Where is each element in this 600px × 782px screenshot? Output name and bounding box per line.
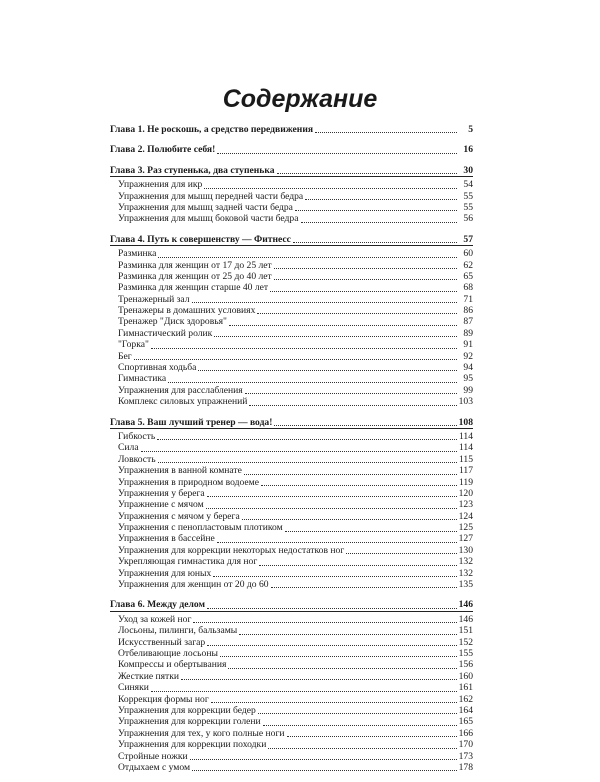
section-entry-page-number: 114 (458, 430, 473, 442)
dot-leader (204, 188, 457, 189)
section-entry-page-number: 123 (458, 499, 473, 511)
section-entry-page-number: 162 (458, 693, 473, 705)
section-entry-page-number: 60 (463, 248, 473, 260)
dot-leader (193, 622, 456, 623)
section-entry-title: Разминка для женщин от 17 до 25 лет (118, 259, 272, 271)
section-entry-page-number: 91 (463, 339, 473, 351)
dot-leader (258, 713, 457, 714)
section-entry-title: Разминка (118, 248, 157, 260)
section-entry-page-number: 132 (458, 567, 473, 579)
section-entry[interactable] (110, 316, 473, 327)
section-entry-page-number: 92 (463, 350, 473, 362)
dot-leader (305, 199, 457, 200)
section-entry-title: Ловкость (118, 453, 156, 465)
section-entry-title: Гибкость (118, 430, 156, 442)
section-entry-page-number: 135 (458, 579, 473, 591)
dot-leader (181, 679, 457, 680)
chapter-entry[interactable] (110, 234, 473, 245)
section-entry-title: Упражнения с пенопластовым плотиком (118, 522, 283, 534)
section-entry[interactable] (110, 659, 473, 670)
section-entry[interactable] (110, 762, 473, 773)
section-entry[interactable] (110, 385, 473, 396)
section-entry[interactable] (110, 328, 473, 339)
dot-leader (141, 451, 457, 452)
section-entry[interactable] (110, 694, 473, 705)
dot-leader (214, 336, 457, 337)
dot-leader (295, 210, 457, 211)
section-entry[interactable] (110, 454, 473, 465)
table-of-contents (110, 124, 473, 782)
dot-leader (239, 634, 456, 635)
section-entry-page-number: 151 (458, 625, 473, 637)
dot-leader (274, 279, 457, 280)
section-entry-title: Гимнастический ролик (118, 327, 213, 339)
section-entry-title: Коррекция формы ног (118, 693, 209, 705)
section-entry[interactable] (110, 751, 473, 762)
chapter-entry-title: Глава 4. Путь к совершенству — Фитнесс (110, 233, 291, 245)
chapter-entry-title: Глава 5. Ваш лучший тренер — вода! (110, 416, 273, 428)
section-entry[interactable] (110, 282, 473, 293)
section-entry-title: "Горка" (118, 339, 149, 351)
section-entry-page-number: 117 (458, 465, 473, 477)
section-entry-page-number: 160 (458, 670, 473, 682)
dot-leader (151, 348, 457, 349)
section-entry-title: Компрессы и обертывания (118, 659, 227, 671)
section-entry-title: Гимнастика (118, 373, 167, 385)
chapter-underline (110, 245, 473, 246)
dot-leader (261, 485, 457, 486)
section-entry-title: Упражнения для мышц передней части бедра (118, 190, 304, 202)
section-entry[interactable] (110, 499, 473, 510)
section-entry[interactable] (110, 534, 473, 545)
dot-leader (249, 405, 456, 406)
section-entry-title: Укрепляющая гимнастика для ног (118, 556, 258, 568)
dot-leader (301, 222, 458, 223)
dot-leader (270, 291, 457, 292)
dot-leader (274, 268, 457, 269)
section-entry[interactable] (110, 248, 473, 259)
section-entry-title: Упражнения для женщин от 20 до 60 (118, 579, 269, 591)
dot-leader (190, 759, 457, 760)
dot-leader (293, 242, 457, 243)
dot-leader (274, 425, 456, 426)
dot-leader (206, 508, 457, 509)
section-entry-page-number: 173 (458, 750, 473, 762)
section-entry-page-number: 62 (463, 259, 473, 271)
chapter-underline (110, 428, 473, 429)
section-entry-page-number: 125 (458, 522, 473, 534)
chapter-section (110, 599, 473, 773)
section-entry-page-number: 152 (458, 636, 473, 648)
section-entry-title: Упражнения для тех, у кого полные ноги (118, 727, 285, 739)
chapter-entry[interactable] (110, 124, 473, 135)
dot-leader (285, 531, 457, 532)
dot-leader (151, 691, 457, 692)
chapter-entry[interactable] (110, 165, 473, 176)
chapter-section (110, 124, 473, 135)
dot-leader (346, 553, 456, 554)
section-entry-title: Упражнения в ванной комнате (118, 465, 242, 477)
chapter-underline (110, 611, 473, 612)
section-entry[interactable] (110, 614, 473, 625)
chapter-section (110, 234, 473, 408)
section-entry[interactable] (110, 294, 473, 305)
dot-leader (268, 748, 456, 749)
dot-leader (207, 645, 456, 646)
section-entry-page-number: 86 (463, 305, 473, 317)
section-entry[interactable] (110, 705, 473, 716)
section-entry-title: Упражнения в бассейне (118, 533, 215, 545)
section-entry-title: Стройные ножки (118, 750, 188, 762)
section-entry-title: Упражнения для коррекции походки (118, 739, 267, 751)
section-entry-page-number: 164 (458, 704, 473, 716)
section-entry[interactable] (110, 260, 473, 271)
chapter-entry[interactable] (110, 417, 473, 428)
section-entry-page-number: 89 (463, 327, 473, 339)
section-entry-page-number: 71 (463, 293, 473, 305)
chapter-entry[interactable] (110, 599, 473, 610)
chapter-entry-page-number: 146 (458, 599, 473, 611)
section-entry[interactable] (110, 477, 473, 488)
section-entry[interactable] (110, 739, 473, 750)
section-entry-title: Упражнения для юных (118, 567, 212, 579)
section-entry-page-number: 127 (458, 533, 473, 545)
section-entry[interactable] (110, 373, 473, 384)
section-entry-page-number: 103 (458, 396, 473, 408)
section-entry-title: Тренажеры в домашних условиях (118, 305, 256, 317)
section-entry[interactable] (110, 396, 473, 407)
section-entry-title: Тренажер "Диск здоровья" (118, 316, 227, 328)
dot-leader (229, 325, 457, 326)
chapter-entry-title: Глава 6. Между делом (110, 599, 206, 611)
dot-leader (134, 359, 457, 360)
dot-leader (207, 496, 457, 497)
section-entry-title: Лосьоны, пилинги, бальзамы (118, 625, 238, 637)
dot-leader (242, 519, 457, 520)
section-entry-title: Разминка для женщин старше 40 лет (118, 282, 269, 294)
dot-leader (220, 656, 457, 657)
dot-leader (257, 313, 457, 314)
section-entry-page-number: 94 (463, 362, 473, 374)
section-entry-page-number: 65 (463, 270, 473, 282)
section-entry[interactable] (110, 305, 473, 316)
section-entry-page-number: 178 (458, 761, 473, 773)
section-entry-page-number: 114 (458, 442, 473, 454)
section-entry[interactable] (110, 728, 473, 739)
section-entry[interactable] (110, 442, 473, 453)
section-entry-page-number: 87 (463, 316, 473, 328)
section-entry-title: Уход за кожей ног (118, 613, 192, 625)
section-entry[interactable] (110, 671, 473, 682)
section-entry[interactable] (110, 682, 473, 693)
section-entry-title: Упражнения с мячом у берега (118, 510, 240, 522)
section-entry-title: Отдыхаем с умом (118, 761, 191, 773)
dot-leader (158, 257, 457, 258)
section-entry[interactable] (110, 271, 473, 282)
dot-leader (263, 725, 457, 726)
chapter-entry-title: Глава 3. Раз ступенька, два ступенька (110, 164, 275, 176)
section-entry-title: Комплекс силовых упражнений (118, 396, 248, 408)
section-entry-page-number: 95 (463, 373, 473, 385)
section-entry-page-number: 166 (458, 727, 473, 739)
dot-leader (157, 439, 457, 440)
chapter-section (110, 417, 473, 591)
dot-leader (192, 302, 457, 303)
dot-leader (217, 153, 457, 154)
section-entry[interactable] (110, 179, 473, 190)
chapter-entry-page-number: 108 (458, 416, 473, 428)
section-entry[interactable] (110, 648, 473, 659)
dot-leader (158, 462, 457, 463)
section-entry-title: Синяки (118, 682, 149, 694)
section-entry[interactable] (110, 545, 473, 556)
dot-leader (217, 542, 457, 543)
section-entry[interactable] (110, 351, 473, 362)
dot-leader (198, 370, 457, 371)
chapter-entry-title: Глава 1. Не роскошь, а средство передвижения (110, 123, 314, 135)
dot-leader (213, 576, 456, 577)
dot-leader (207, 608, 457, 609)
section-entry[interactable] (110, 202, 473, 213)
dot-leader (271, 587, 457, 588)
section-entry-title: Упражнения для расслабления (118, 384, 243, 396)
section-entry-title: Отбеливающие лосьоны (118, 648, 218, 659)
section-entry-title: Сила (118, 442, 139, 454)
section-entry-page-number: 130 (458, 544, 473, 556)
section-entry-title: Упражнения для коррекции некоторых недостатков ног (118, 544, 345, 556)
section-entry-title: Упражнения для мышц задней части бедра (118, 201, 293, 213)
section-entry-title: Тренажерный зал (118, 293, 190, 305)
dot-leader (168, 382, 457, 383)
section-entry[interactable] (110, 213, 473, 224)
section-entry[interactable] (110, 637, 473, 648)
section-entry-page-number: 165 (458, 716, 473, 728)
section-entry-title: Бег (118, 350, 132, 362)
dot-leader (259, 565, 456, 566)
section-entry-page-number: 132 (458, 556, 473, 568)
section-entry-page-number: 155 (458, 648, 473, 659)
section-entry-page-number: 99 (463, 384, 473, 396)
dot-leader (228, 668, 456, 669)
section-entry[interactable] (110, 191, 473, 202)
dot-leader (245, 393, 457, 394)
section-entry[interactable] (110, 625, 473, 636)
chapter-entry-page-number: 5 (468, 123, 473, 135)
section-entry-title: Упражнения для икр (118, 179, 203, 191)
chapter-entry-title: Глава 2. Полюбите себя! (110, 144, 216, 156)
section-entry-title: Упражнение с мячом (118, 499, 204, 511)
section-entry-title: Разминка для женщин от 25 до 40 лет (118, 270, 272, 282)
chapter-underline (110, 176, 473, 177)
section-entry-title: Упражнения для коррекции бедер (118, 704, 256, 716)
section-entry[interactable] (110, 568, 473, 579)
section-entry-page-number: 161 (458, 682, 473, 694)
section-entry-title: Жесткие пятки (118, 670, 180, 682)
section-entry-page-number: 55 (463, 190, 473, 202)
chapter-entry[interactable] (110, 144, 473, 155)
section-entry-page-number: 55 (463, 201, 473, 213)
section-entry-page-number: 54 (463, 179, 473, 191)
section-entry-page-number: 146 (458, 613, 473, 625)
section-entry-page-number: 115 (458, 453, 473, 465)
chapter-entry-page-number: 30 (463, 164, 473, 176)
section-entry-page-number: 56 (463, 213, 473, 225)
section-entry[interactable] (110, 488, 473, 499)
section-entry-page-number: 156 (458, 659, 473, 671)
section-entry[interactable] (110, 511, 473, 522)
section-entry-title: Искусственный загар (118, 636, 206, 648)
section-entry-title: Упражнения у берега (118, 487, 205, 499)
section-entry[interactable] (110, 362, 473, 373)
section-entry[interactable] (110, 579, 473, 590)
section-entry[interactable] (110, 556, 473, 567)
dot-leader (211, 702, 457, 703)
section-entry[interactable] (110, 431, 473, 442)
chapter-section (110, 165, 473, 225)
section-entry[interactable] (110, 522, 473, 533)
page-title: Содержание (222, 85, 378, 113)
section-entry-page-number: 120 (458, 487, 473, 499)
dot-leader (287, 736, 457, 737)
dot-leader (192, 770, 457, 771)
chapter-entry-page-number: 57 (463, 233, 473, 245)
section-entry-page-number: 124 (458, 510, 473, 522)
chapter-section (110, 144, 473, 155)
section-entry-page-number: 119 (458, 476, 473, 488)
dot-leader (277, 173, 457, 174)
dot-leader (315, 132, 457, 133)
section-entry[interactable] (110, 716, 473, 727)
section-entry-page-number: 170 (458, 739, 473, 751)
section-entry[interactable] (110, 339, 473, 350)
dot-leader (244, 474, 457, 475)
chapter-entry-page-number: 16 (463, 144, 473, 156)
section-entry-title: Упражнения для коррекции голени (118, 716, 261, 728)
section-entry-page-number: 68 (463, 282, 473, 294)
section-entry-title: Спортивная ходьба (118, 362, 197, 374)
section-entry-title: Упражнения для мышц боковой части бедра (118, 213, 299, 225)
section-entry[interactable] (110, 465, 473, 476)
section-entry-title: Упражнения в природном водоеме (118, 476, 260, 488)
